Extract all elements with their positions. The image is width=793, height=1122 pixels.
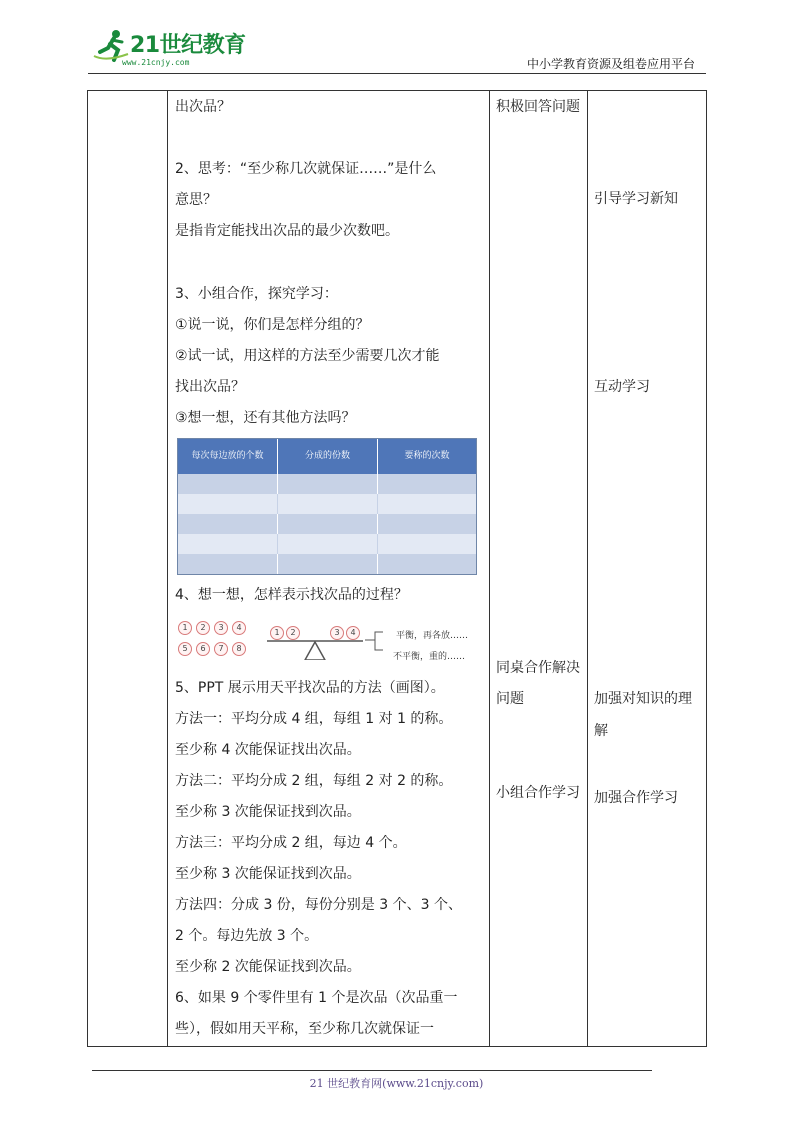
content-line: 2 个。每边先放 3 个。 — [175, 928, 319, 944]
student-activity-text: 问题 — [496, 691, 524, 707]
content-line: ①说一说，你们是怎样分组的？ — [175, 317, 370, 333]
content-line: ③想一想，还有其他方法吗？ — [175, 410, 356, 426]
column-divider-1 — [167, 91, 168, 1046]
page-header — [0, 0, 793, 80]
practice-table-row — [178, 534, 476, 554]
content-line: 方法二：平均分成 2 组，每组 2 对 2 的称。 — [175, 773, 453, 789]
intent-text: 解 — [594, 723, 608, 739]
part-ball: 2 — [196, 621, 210, 635]
part-ball: 5 — [178, 642, 192, 656]
practice-header-cell: 要称的次数 — [404, 451, 450, 461]
part-ball: 7 — [214, 642, 228, 656]
intent-text: 加强对知识的理 — [594, 691, 692, 707]
content-line: 出次品？ — [175, 99, 231, 115]
branch-balanced-text: 平衡，再各放…… — [396, 631, 469, 641]
practice-cell — [178, 554, 278, 574]
practice-header-cell: 每次每边放的个数 — [178, 439, 278, 474]
practice-table-row — [178, 474, 476, 494]
branch-unbalanced-text: 不平衡，重的…… — [393, 652, 466, 662]
content-line: 至少称 2 次能保证找到次品。 — [175, 959, 361, 975]
content-line: 4、想一想，怎样表示找次品的过程？ — [175, 587, 408, 603]
practice-table-row — [178, 494, 476, 514]
student-activity-text: 积极回答问题 — [496, 99, 580, 115]
header-platform-title: 中小学教育资源及组卷应用平台 — [526, 57, 695, 71]
pan-ball: 2 — [286, 626, 300, 640]
student-activity-text: 小组合作学习 — [496, 785, 580, 801]
student-activity-text: 同桌合作解决 — [496, 660, 580, 676]
part-ball: 6 — [196, 642, 210, 656]
part-ball: 3 — [214, 621, 228, 635]
practice-cell — [278, 534, 378, 554]
content-line: 方法四：分成 3 份，每份分别是 3 个、3 个、 — [175, 897, 462, 913]
content-line: ②试一试，用这样的方法至少需要几次才能 — [175, 348, 440, 364]
logo-text: 21世纪教育 — [130, 33, 246, 58]
content-line: 至少称 3 次能保证找到次品。 — [175, 866, 361, 882]
part-ball: 8 — [232, 642, 246, 656]
column-divider-2 — [489, 91, 490, 1046]
header-divider — [88, 73, 706, 74]
practice-cell — [278, 554, 378, 574]
practice-cell — [178, 474, 278, 494]
pan-ball: 3 — [330, 626, 344, 640]
footer-divider — [92, 1070, 652, 1071]
logo-url: www.21cnjy.com — [122, 58, 190, 67]
intent-text: 互动学习 — [594, 379, 650, 395]
content-line: 意思？ — [175, 192, 217, 208]
pan-ball: 1 — [270, 626, 284, 640]
content-line: 找出次品？ — [175, 379, 245, 395]
practice-table-header — [178, 439, 476, 474]
page-footer: 21 世纪教育网(www.21cnjy.com) — [309, 1077, 484, 1090]
intent-text: 加强合作学习 — [594, 790, 678, 806]
site-logo — [92, 30, 246, 74]
content-line: 2、思考：“至少称几次就保证……”是什么 — [175, 161, 437, 177]
column-divider-3 — [587, 91, 588, 1046]
practice-cell — [178, 494, 278, 514]
content-line: 3、小组合作，探究学习： — [175, 286, 338, 302]
practice-table — [177, 438, 477, 575]
content-line: 方法三：平均分成 2 组，每边 4 个。 — [175, 835, 407, 851]
practice-cell — [278, 494, 378, 514]
balance-scale-icon — [265, 620, 405, 660]
pan-ball: 4 — [346, 626, 360, 640]
practice-table-row — [178, 514, 476, 534]
practice-cell — [178, 514, 278, 534]
part-ball: 4 — [232, 621, 246, 635]
practice-cell — [178, 534, 278, 554]
content-line: 6、如果 9 个零件里有 1 个是次品（次品重一 — [175, 990, 458, 1006]
content-line: 些），假如用天平称，至少称几次就保证一 — [175, 1021, 434, 1037]
content-line: 是指肯定能找出次品的最少次数吧。 — [175, 223, 399, 239]
content-line: 至少称 4 次能保证找出次品。 — [175, 742, 361, 758]
content-line: 至少称 3 次能保证找到次品。 — [175, 804, 361, 820]
practice-table-row — [178, 554, 476, 574]
content-line: 方法一：平均分成 4 组，每组 1 对 1 的称。 — [175, 711, 453, 727]
content-line: 5、PPT 展示用天平找次品的方法（画图）。 — [175, 680, 445, 696]
part-ball: 1 — [178, 621, 192, 635]
practice-cell — [278, 474, 378, 494]
practice-cell — [278, 514, 378, 534]
practice-header-cell: 分成的份数 — [278, 439, 378, 474]
intent-text: 引导学习新知 — [594, 191, 678, 207]
